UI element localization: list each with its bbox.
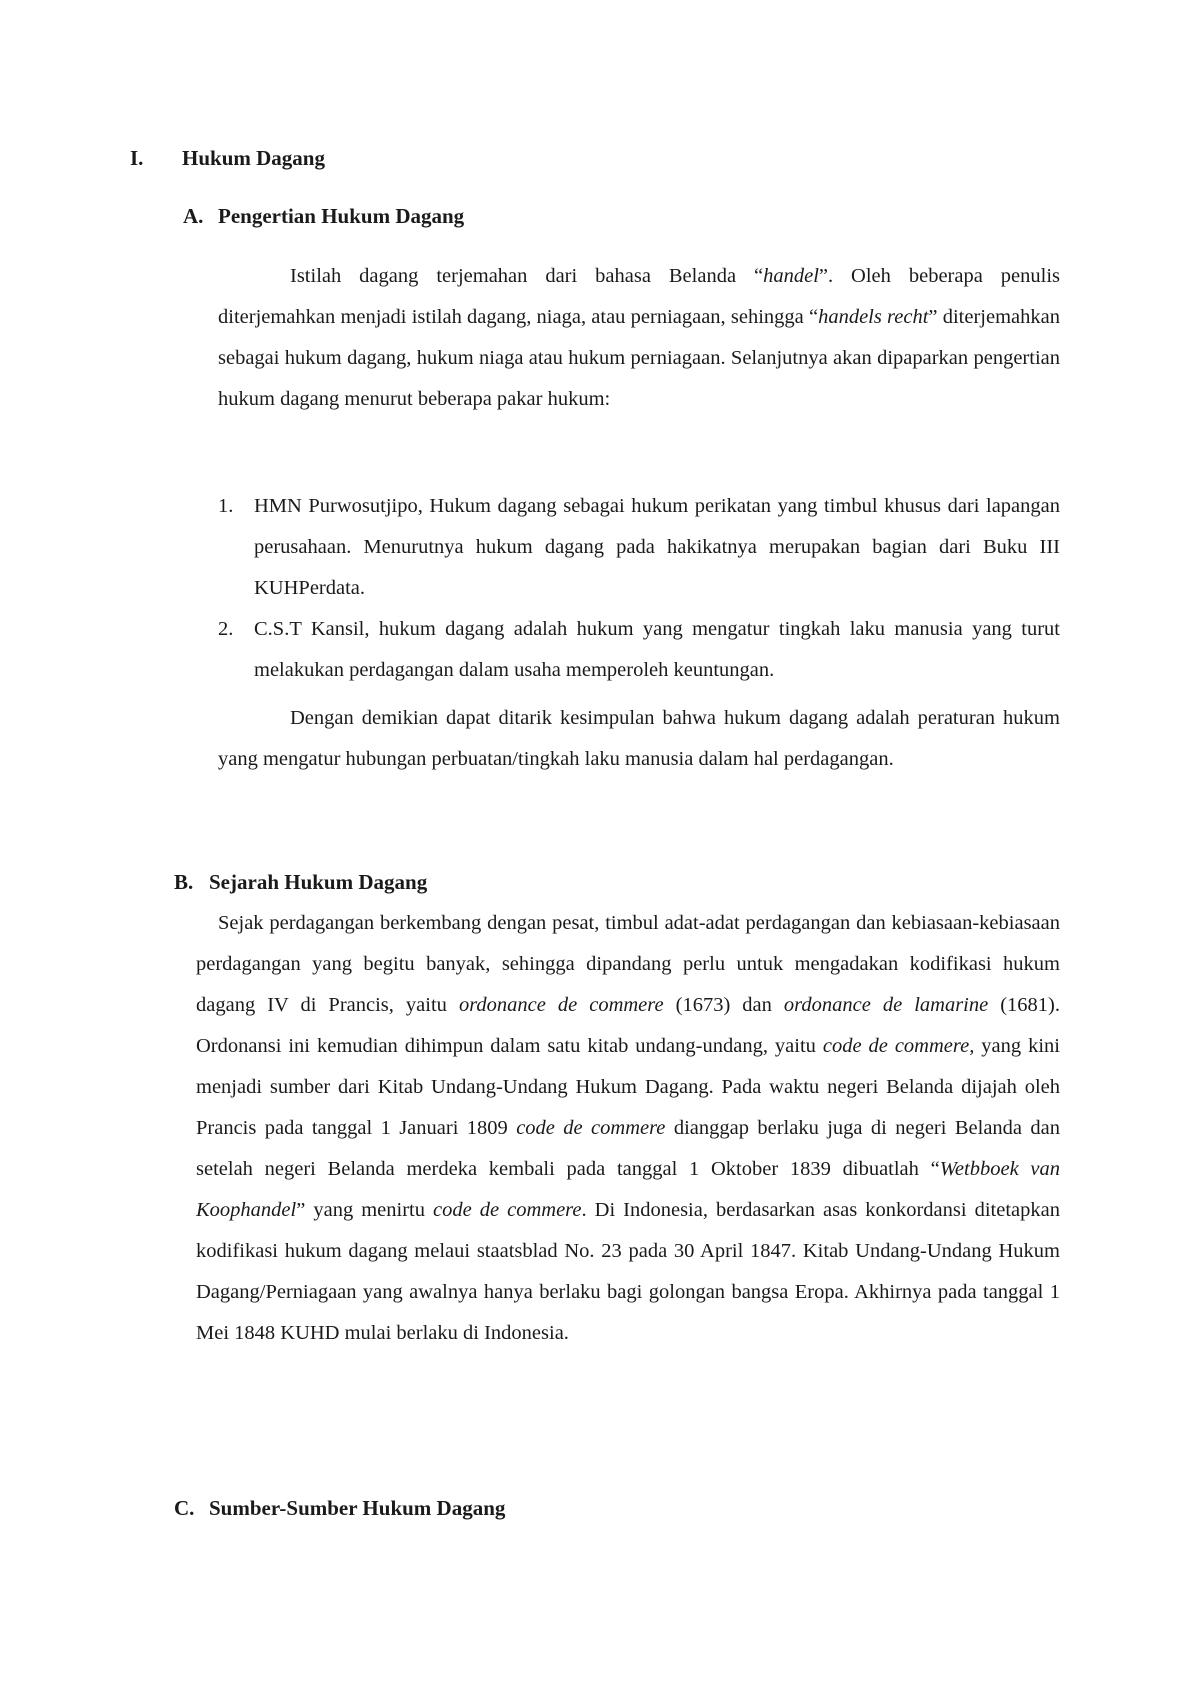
subsection-a-paragraph-1: Istilah dagang terjemahan dari bahasa Belanda “handel”. Oleh beberapa penulis diterjemahkan menjadi istilah dagang, niaga, atau perniagaan, sehingga “handels recht” diterjemahkan sebagai hukum dagang, hukum niaga atau hukum perniagaan. Selanjutnya akan dipaparkan pengertian hukum dagang menurut beberapa pakar hukum:: [218, 265, 1060, 410]
section-title: Hukum Dagang: [182, 146, 325, 170]
definitions-list: [218, 486, 1060, 691]
subsection-c-title: Sumber-Sumber Hukum Dagang: [209, 1496, 506, 1520]
subsection-a-heading: [183, 204, 464, 229]
subsection-a-letter: A.: [183, 204, 204, 228]
subsection-a-title: Pengertian Hukum Dagang: [218, 204, 465, 228]
subsection-c-letter: C.: [174, 1496, 195, 1520]
subsection-c-heading: [174, 1496, 505, 1521]
section-heading: [130, 146, 325, 171]
section-number: I.: [130, 146, 144, 170]
subsection-b-paragraph: Sejak perdagangan berkembang dengan pesat, timbul adat-adat perdagangan dan kebiasaan-kebiasaan perdagangan yang begitu banyak, sehingga dipandang perlu untuk mengadakan kodifikasi hukum dagang IV di Prancis, yaitu ordonance de commere (1673) dan ordonance de lamarine (1681). Ordonansi ini kemudian dihimpun dalam satu kitab undang-undang, yaitu code de commere, yang kini menjadi sumber dari Kitab Undang-Undang Hukum Dagang. Pada waktu negeri Belanda dijajah oleh Prancis pada tanggal 1 Januari 1809 code de commere dianggap berlaku juga di negeri Belanda dan setelah negeri Belanda merdeka kembali pada tanggal 1 Oktober 1839 dibuatlah “Wetbboek van Koophandel” yang menirtu code de commere. Di Indonesia, berdasarkan asas konkordansi ditetapkan kodifikasi hukum dagang melaui staatsblad No. 23 pada 30 April 1847. Kitab Undang-Undang Hukum Dagang/Perniagaan yang awalnya hanya berlaku bagi golongan bangsa Eropa. Akhirnya pada tanggal 1 Mei 1848 KUHD mulai berlaku di Indonesia.: [196, 912, 1061, 1344]
list-item: 1. HMN Purwosutjipo, Hukum dagang sebagai hukum perikatan yang timbul khusus dari lapangan perusahaan. Menurutnya hukum dagang pada hakikatnya merupakan bagian dari Buku III KUHPerdata.: [218, 495, 1060, 599]
subsection-b-heading: [174, 870, 427, 895]
subsection-b-title: Sejarah Hukum Dagang: [209, 870, 428, 894]
subsection-a-conclusion: Dengan demikian dapat ditarik kesimpulan bahwa hukum dagang adalah peraturan hukum yang mengatur hubungan perbuatan/tingkah laku manusia dalam hal perdagangan.: [218, 707, 1060, 770]
subsection-b-letter: B.: [174, 870, 194, 894]
list-item: 2. C.S.T Kansil, hukum dagang adalah hukum yang mengatur tingkah laku manusia yang turut melakukan perdagangan dalam usaha memperoleh keuntungan.: [218, 618, 1060, 681]
